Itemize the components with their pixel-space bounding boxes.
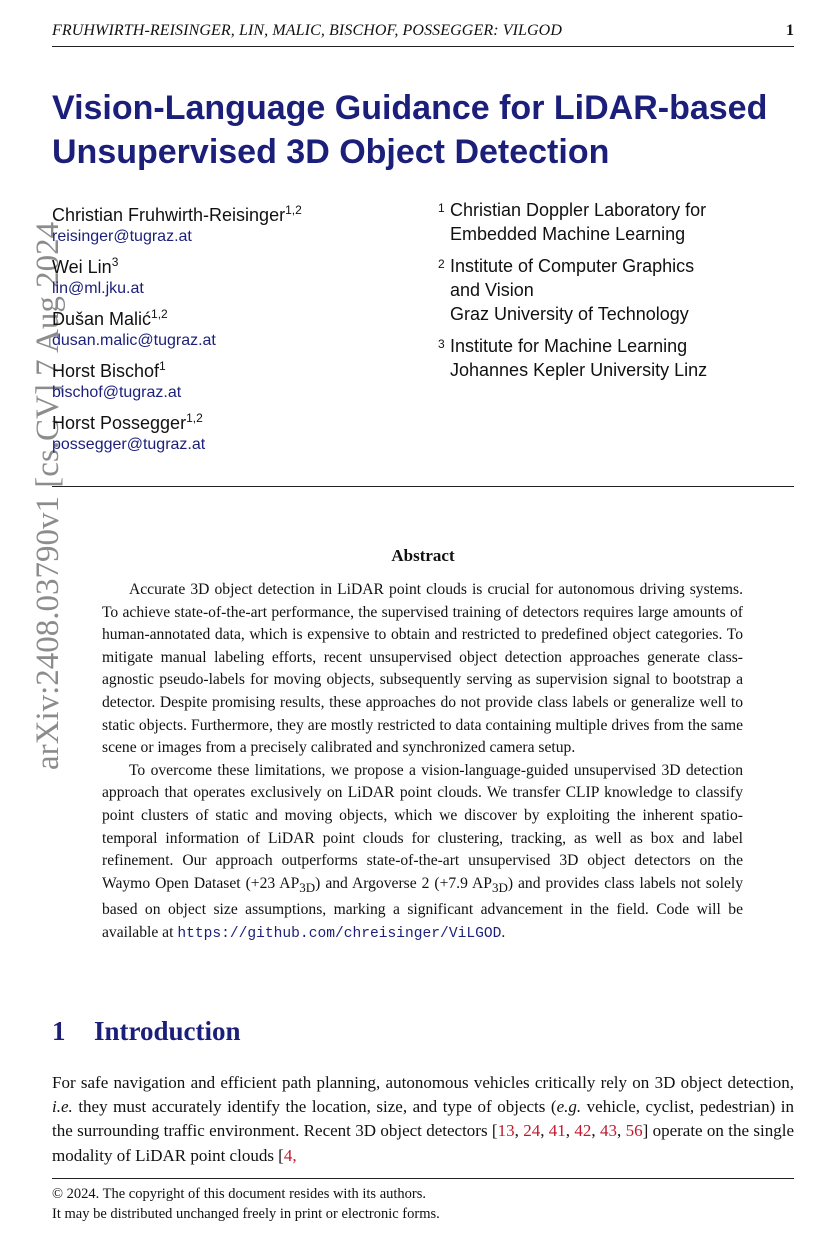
- citation-link[interactable]: 56: [625, 1121, 643, 1141]
- affiliation-line: Graz University of Technology: [450, 304, 689, 324]
- paper-title: [52, 86, 812, 174]
- affiliation-line: Christian Doppler Laboratory for: [450, 200, 707, 220]
- author-name: Horst Bischof$^1$: [52, 359, 166, 381]
- affiliation-number: 2: [438, 257, 445, 271]
- introduction-body: [52, 1071, 794, 1168]
- arxiv-stamp-text: arXiv:2408.03790v1 [cs.CV] 7 Aug 2024: [30, 221, 66, 770]
- author-email-link[interactable]: bischof@tugraz.at: [52, 384, 182, 401]
- introduction-paragraph: For safe navigation and efficient path planning, autonomous vehicles critically rely on 3D object detection, i.e. they must accurately identify the location, size, and type of objects (e.g. vehicle, cyclist, pedestrian) in the surrounding traffic environment. Recent 3D object detectors [13, 24, 41, 42, 43, 56] operate on the single modality of LiDAR point clouds [4,: [52, 1073, 794, 1165]
- copyright-line: © 2024. The copyright of this document resides with its authors.: [52, 1186, 427, 1202]
- author-list: [52, 198, 412, 458]
- author-name: Horst Possegger$^{1,2}$: [52, 411, 203, 433]
- author-name: Christian Fruhwirth-Reisinger$^{1,2}$: [52, 203, 302, 225]
- paper-title-line2: Unsupervised 3D Object Detection: [52, 133, 610, 171]
- affiliation-entry: [438, 254, 818, 326]
- footer-divider: [52, 1178, 794, 1179]
- author-email-link[interactable]: possegger@tugraz.at: [52, 436, 206, 453]
- abstract-paragraph: To overcome these limitations, we propose a vision-language-guided unsupervised 3D detection approach that operates exclusively on LiDAR point clouds. We transfer CLIP knowledge to classify point clusters of static and moving objects, which we discover by exploiting the inherent spatio-temporal information of LiDAR point clouds for clustering, tracking, as well as box and label refinement. Our approach outperforms state-of-the-art unsupervised 3D object detectors on the Waymo Open Dataset (+23 $AP_{3D}$) and Argoverse 2 (+7.9 $AP_{3D}$) and provides class labels not solely based on object size assumptions, marking a significant advancement in the field. Code will be available at https://github.com/chreisinger/ViLGOD.: [102, 761, 744, 943]
- abstract-heading: Abstract: [391, 546, 455, 565]
- affiliation-line: Institute for Machine Learning: [450, 336, 688, 356]
- author-email-link[interactable]: reisinger@tugraz.at: [52, 228, 192, 245]
- author-affiliation-mark: 1: [159, 359, 166, 373]
- citation-link[interactable]: 43: [599, 1121, 617, 1141]
- author-entry: [52, 406, 412, 455]
- title-divider: [52, 486, 794, 487]
- author-affiliation-mark: 1,2: [151, 307, 168, 321]
- affiliation-list: [438, 198, 818, 390]
- author-affiliation-mark: 3: [111, 255, 119, 269]
- citation-link[interactable]: 42: [574, 1121, 592, 1141]
- affiliation-entry: [438, 198, 818, 246]
- citation-link[interactable]: 24: [523, 1121, 541, 1141]
- section-title: Introduction: [94, 1016, 241, 1046]
- author-name: Dušan Malić$^{1,2}$: [52, 307, 168, 329]
- affiliation-line: Institute of Computer Graphics: [450, 256, 695, 276]
- affiliation-number: 1: [438, 201, 445, 215]
- author-affiliation-mark: 1,2: [186, 411, 203, 425]
- citation-link[interactable]: 4: [283, 1145, 293, 1165]
- author-affiliation-mark: 1,2: [285, 203, 302, 217]
- running-head-text: FRUHWIRTH-REISINGER, LIN, MALIC, BISCHOF, POSSEGGER: VILGOD: [52, 22, 562, 39]
- affiliation-line: Johannes Kepler University Linz: [450, 360, 708, 380]
- author-entry: [52, 198, 412, 247]
- author-name: Wei Lin$^3$: [52, 255, 119, 277]
- paper-title-line1: Vision-Language Guidance for LiDAR-based: [52, 89, 768, 127]
- distribution-line: It may be distributed unchanged freely in print or electronic forms.: [52, 1206, 440, 1222]
- citation-link[interactable]: 41: [548, 1121, 566, 1141]
- affiliation-line: and Vision: [450, 280, 534, 300]
- citation-link[interactable]: 13: [497, 1121, 515, 1141]
- author-email-link[interactable]: lin@ml.jku.at: [52, 280, 144, 297]
- affiliation-entry: [438, 334, 818, 382]
- author-entry: [52, 354, 412, 403]
- section-number: 1: [52, 1016, 66, 1046]
- author-email-link[interactable]: dusan.malic@tugraz.at: [52, 332, 216, 349]
- code-repository-link[interactable]: https://github.com/chreisinger/ViLGOD: [177, 926, 502, 943]
- author-entry: [52, 250, 412, 299]
- section-heading: [52, 1016, 241, 1047]
- abstract-body: [102, 579, 743, 946]
- copyright-footer: [52, 1184, 440, 1224]
- affiliation-number: 3: [438, 337, 445, 351]
- page-number: 1: [786, 22, 794, 39]
- author-entry: [52, 302, 412, 351]
- running-header: [52, 20, 794, 47]
- abstract-paragraph: Accurate 3D object detection in LiDAR point clouds is crucial for autonomous driving systems. To achieve state-of-the-art performance, the supervised training of detectors requires large amounts of human-annotated data, which is expensive to obtain and restricted to predefined object categories. To mitigate manual labeling efforts, recent unsupervised object detection approaches generate class-agnostic pseudo-labels for moving objects, subsequently serving as supervision signal to bootstrap a detector. Despite promising results, these approaches do not provide class labels or generalize well to static objects. Furthermore, they are mostly restricted to data containing multiple drives from the same scene or images from a precisely calibrated and synchronized camera setup.: [102, 581, 743, 757]
- affiliation-line: Embedded Machine Learning: [450, 224, 686, 244]
